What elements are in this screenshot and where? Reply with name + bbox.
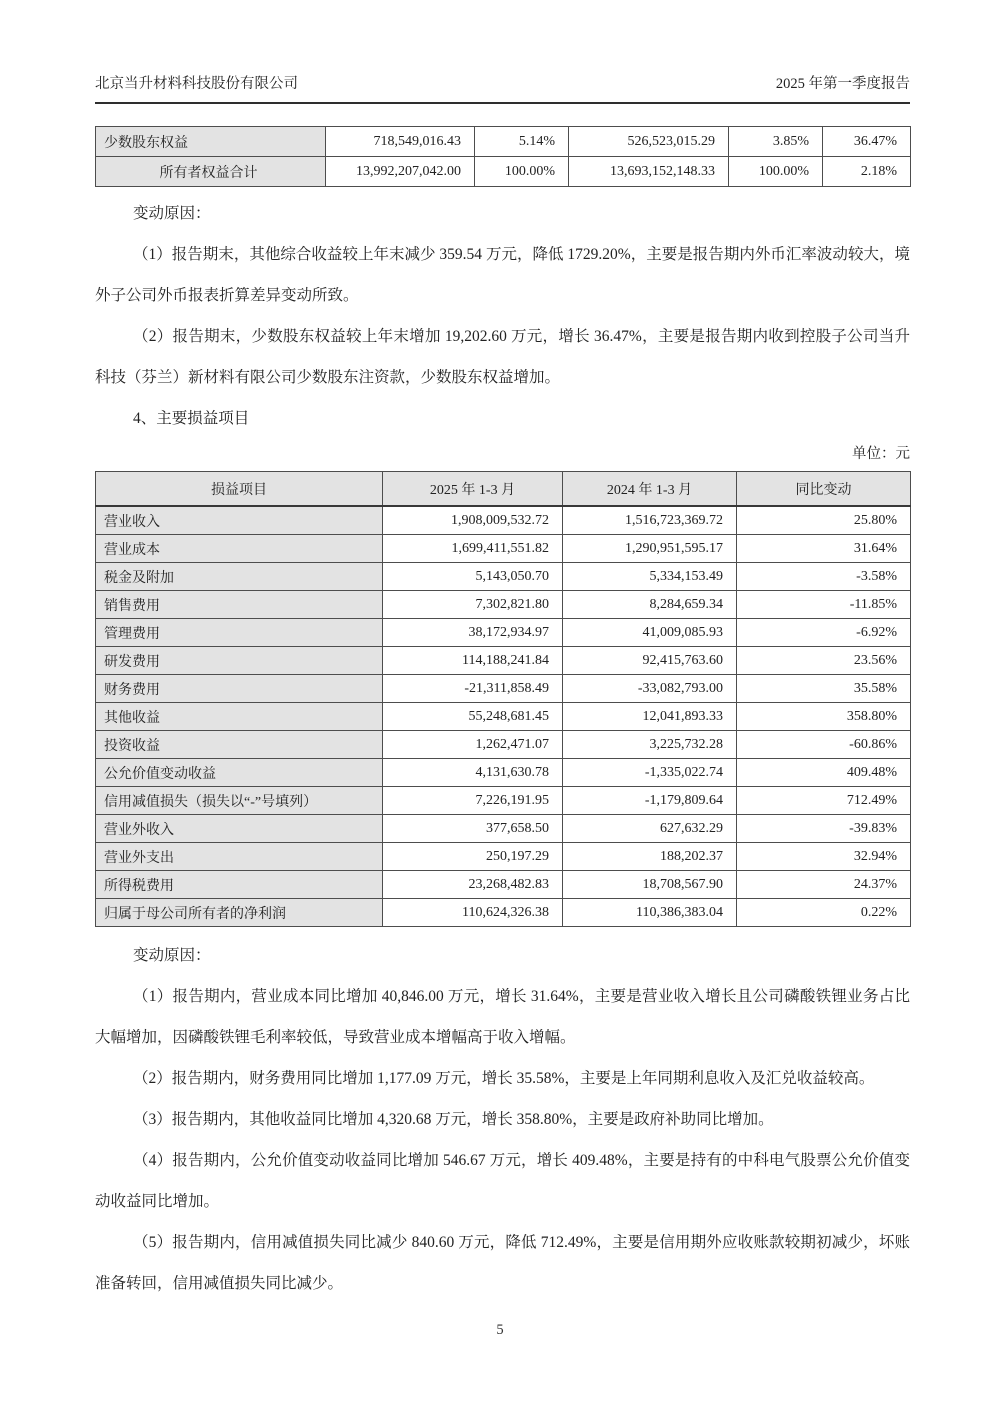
table-row — [96, 787, 911, 815]
value-2024: 5,334,153.49 — [563, 563, 737, 591]
reason-title: 变动原因： — [132, 947, 211, 964]
report-title: 2025 年第一季度报告 — [775, 76, 910, 92]
value-2025: 23,268,482.83 — [383, 871, 563, 899]
value-2024: 1,290,951,595.17 — [563, 535, 737, 563]
row-label: 税金及附加 — [96, 563, 383, 591]
value-2024: 627,632.29 — [563, 815, 737, 843]
value-2024: -33,082,793.00 — [563, 675, 737, 703]
reason-title: 变动原因： — [132, 205, 211, 222]
row-label: 营业外收入 — [96, 815, 383, 843]
yoy-change: 24.37% — [737, 871, 911, 899]
value-2025: 55,248,681.45 — [383, 703, 563, 731]
table-row — [96, 731, 911, 759]
yoy-change: 358.80% — [737, 703, 911, 731]
value-2025: 110,624,326.38 — [383, 899, 563, 927]
column-header-item: 损益项目 — [96, 472, 383, 507]
row-label: 投资收益 — [96, 731, 383, 759]
row-label: 营业成本 — [96, 535, 383, 563]
reason-item: （5）报告期内，信用减值损失同比减少 840.60 万元，降低 712.49%，主要是信用期外应收账款较期初减少，坏账准备转回，信用减值损失同比减少。 — [95, 1234, 910, 1292]
yoy-change: 31.64% — [737, 535, 911, 563]
ratio-prior: 3.85% — [729, 127, 823, 157]
row-label: 少数股东权益 — [96, 127, 326, 157]
table-row — [96, 619, 911, 647]
value-2024: 3,225,732.28 — [563, 731, 737, 759]
yoy-change: 23.56% — [737, 647, 911, 675]
yoy-change: 2.18% — [823, 157, 911, 187]
row-label: 所有者权益合计 — [96, 157, 326, 187]
yoy-change: 25.80% — [737, 506, 911, 535]
value-2024: 12,041,893.33 — [563, 703, 737, 731]
yoy-change: 35.58% — [737, 675, 911, 703]
table-row — [96, 899, 911, 927]
ratio-current: 5.14% — [475, 127, 569, 157]
table-row — [96, 591, 911, 619]
row-label: 营业外支出 — [96, 843, 383, 871]
unit-label: 单位：元 — [852, 446, 910, 462]
value-2025: 1,908,009,532.72 — [383, 506, 563, 535]
yoy-change: 32.94% — [737, 843, 911, 871]
value-2024: 41,009,085.93 — [563, 619, 737, 647]
yoy-change: -60.86% — [737, 731, 911, 759]
reason-item: （2）报告期内，财务费用同比增加 1,177.09 万元，增长 35.58%，主要是上年同期利息收入及汇兑收益较高。 — [132, 1070, 875, 1087]
table-row — [96, 843, 911, 871]
table-header-row — [96, 472, 911, 507]
row-label: 公允价值变动收益 — [96, 759, 383, 787]
yoy-change: 36.47% — [823, 127, 911, 157]
value-2024: 18,708,567.90 — [563, 871, 737, 899]
amount-prior: 526,523,015.29 — [569, 127, 729, 157]
value-2025: 1,699,411,551.82 — [383, 535, 563, 563]
equity-table — [95, 126, 911, 187]
amount-current: 13,992,207,042.00 — [326, 157, 475, 187]
reason-item: （2）报告期末，少数股东权益较上年末增加 19,202.60 万元，增长 36.47%，主要是报告期内收到控股子公司当升科技（芬兰）新材料有限公司少数股东注资款，少数股东权益增加。 — [95, 328, 910, 386]
yoy-change: 409.48% — [737, 759, 911, 787]
value-2025: 1,262,471.07 — [383, 731, 563, 759]
value-2025: -21,311,858.49 — [383, 675, 563, 703]
value-2024: -1,335,022.74 — [563, 759, 737, 787]
column-header-2024: 2024 年 1-3 月 — [563, 472, 737, 507]
table-row — [96, 675, 911, 703]
column-header-2025: 2025 年 1-3 月 — [383, 472, 563, 507]
row-label: 研发费用 — [96, 647, 383, 675]
value-2025: 4,131,630.78 — [383, 759, 563, 787]
row-label: 其他收益 — [96, 703, 383, 731]
value-2025: 250,197.29 — [383, 843, 563, 871]
reason-item: （1）报告期末，其他综合收益较上年末减少 359.54 万元，降低 1729.20%，主要是报告期内外币汇率波动较大，境外子公司外币报表折算差异变动所致。 — [95, 246, 910, 304]
value-2025: 5,143,050.70 — [383, 563, 563, 591]
row-label: 销售费用 — [96, 591, 383, 619]
table-row — [96, 563, 911, 591]
yoy-change: 0.22% — [737, 899, 911, 927]
profit-loss-table — [95, 471, 911, 927]
table-row — [96, 535, 911, 563]
row-label: 营业收入 — [96, 506, 383, 535]
amount-current: 718,549,016.43 — [326, 127, 475, 157]
row-label: 财务费用 — [96, 675, 383, 703]
page-header — [95, 72, 910, 104]
table-row — [96, 703, 911, 731]
reason-item: （3）报告期内，其他收益同比增加 4,320.68 万元，增长 358.80%，主要是政府补助同比增加。 — [132, 1111, 774, 1128]
value-2024: 1,516,723,369.72 — [563, 506, 737, 535]
table-row — [96, 647, 911, 675]
ratio-prior: 100.00% — [729, 157, 823, 187]
value-2024: 188,202.37 — [563, 843, 737, 871]
table-row — [96, 871, 911, 899]
page-number: 5 — [496, 1322, 504, 1338]
yoy-change: -39.83% — [737, 815, 911, 843]
yoy-change: 712.49% — [737, 787, 911, 815]
table-row — [96, 506, 911, 535]
value-2025: 7,226,191.95 — [383, 787, 563, 815]
ratio-current: 100.00% — [475, 157, 569, 187]
company-name: 北京当升材料科技股份有限公司 — [95, 76, 298, 92]
column-header-yoy: 同比变动 — [737, 472, 911, 507]
table-row — [96, 759, 911, 787]
pl-change-reasons — [95, 935, 910, 1304]
row-label: 管理费用 — [96, 619, 383, 647]
value-2025: 38,172,934.97 — [383, 619, 563, 647]
value-2024: 92,415,763.60 — [563, 647, 737, 675]
yoy-change: -3.58% — [737, 563, 911, 591]
value-2024: 8,284,659.34 — [563, 591, 737, 619]
equity-change-reasons — [95, 193, 910, 439]
reason-item: （1）报告期内，营业成本同比增加 40,846.00 万元，增长 31.64%，主要是营业收入增长且公司磷酸铁锂业务占比大幅增加，因磷酸铁锂毛利率较低，导致营业成本增幅高于收入增幅。 — [95, 988, 910, 1046]
value-2024: -1,179,809.64 — [563, 787, 737, 815]
value-2025: 377,658.50 — [383, 815, 563, 843]
value-2025: 114,188,241.84 — [383, 647, 563, 675]
table-row — [96, 157, 911, 187]
row-label: 信用减值损失（损失以“-”号填列） — [96, 787, 383, 815]
yoy-change: -11.85% — [737, 591, 911, 619]
row-label: 归属于母公司所有者的净利润 — [96, 899, 383, 927]
table-row — [96, 815, 911, 843]
reason-item: （4）报告期内，公允价值变动收益同比增加 546.67 万元，增长 409.48%，主要是持有的中科电气股票公允价值变动收益同比增加。 — [95, 1152, 910, 1210]
value-2025: 7,302,821.80 — [383, 591, 563, 619]
yoy-change: -6.92% — [737, 619, 911, 647]
row-label: 所得税费用 — [96, 871, 383, 899]
section-heading: 4、主要损益项目 — [132, 410, 250, 427]
amount-prior: 13,693,152,148.33 — [569, 157, 729, 187]
value-2024: 110,386,383.04 — [563, 899, 737, 927]
table-row — [96, 127, 911, 157]
